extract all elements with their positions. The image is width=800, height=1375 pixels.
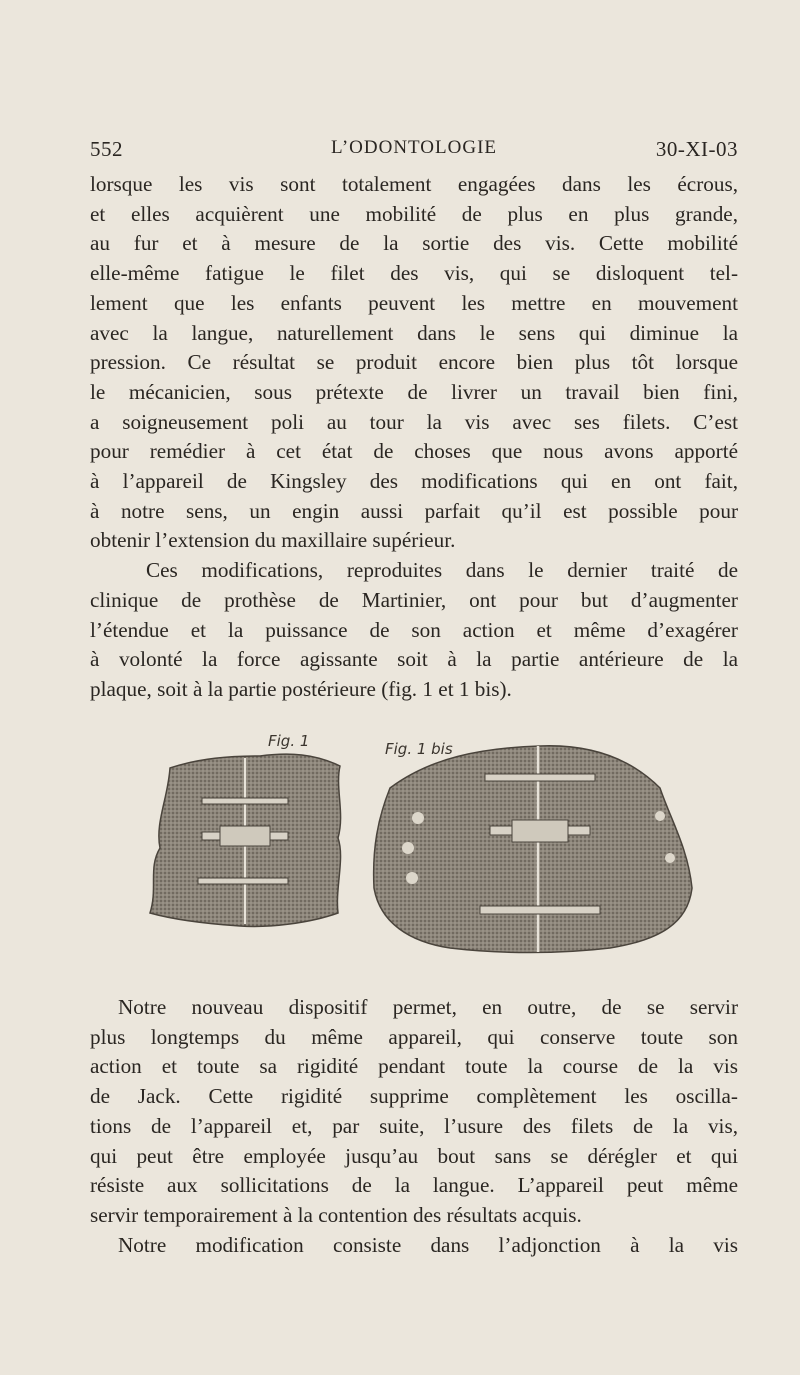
figure-illustrations	[140, 728, 700, 960]
paragraph-2	[90, 556, 738, 705]
paragraph-1	[90, 170, 738, 556]
fig1-label: Fig. 1	[268, 732, 310, 750]
fig1-drawing	[150, 754, 341, 926]
text-line: Notre modification consiste dans l’adjonction à la vis	[118, 1232, 738, 1257]
text-block-bottom	[90, 993, 738, 1260]
text-line: l’étendue et la puissance de son action et même d’exagérer	[90, 617, 738, 642]
text-line: qui peut être employée jusqu’au bout sans se dérégler et qui	[90, 1143, 738, 1168]
text-line: obtenir l’extension du maxillaire supérieur.	[90, 528, 456, 553]
fig1bis-label: Fig. 1 bis	[385, 740, 453, 758]
text-line: Ces modifications, reproduites dans le dernier traité de	[146, 558, 738, 583]
text-line: à volonté la force agissante soit à la partie antérieure de la	[90, 647, 738, 672]
running-header	[90, 137, 738, 167]
text-line: servir temporairement à la contention des résultats acquis.	[90, 1202, 582, 1227]
text-line: clinique de prothèse de Martinier, ont pour but d’augmenter	[90, 587, 738, 612]
text-line: pour remédier à cet état de choses que nous avons apporté	[90, 439, 738, 464]
text-line: de Jack. Cette rigidité supprime complètement les oscilla-	[90, 1084, 738, 1109]
text-line: résiste aux sollicitations de la langue. L’appareil peut même	[90, 1173, 738, 1198]
text-line: pression. Ce résultat se produit encore bien plus tôt lorsque	[90, 350, 738, 375]
text-line: elle-même fatigue le filet des vis, qui se disloquent tel-	[90, 261, 738, 286]
text-line: à l’appareil de Kingsley des modifications qui en ont fait,	[90, 469, 738, 494]
text-line: à notre sens, un engin aussi parfait qu’il est possible pour	[90, 498, 738, 523]
text-line: le mécanicien, sous prétexte de livrer un travail bien fini,	[90, 379, 738, 404]
text-block-top	[90, 170, 738, 705]
text-line: tions de l’appareil et, par suite, l’usure des filets de la vis,	[90, 1113, 738, 1138]
page-number: 552	[90, 137, 123, 161]
text-line: action et toute sa rigidité pendant toute la course de la vis	[90, 1054, 738, 1079]
fig1bis-drawing	[374, 746, 692, 953]
text-line: plus longtemps du même appareil, qui conserve toute son	[90, 1024, 738, 1049]
text-line: lorsque les vis sont totalement engagées dans les écrous,	[90, 172, 738, 196]
text-line: et elles acquièrent une mobilité de plus en plus grande,	[90, 201, 738, 226]
issue-date: 30-XI-03	[655, 137, 738, 161]
paragraph-3	[90, 993, 738, 1231]
text-line: a soigneusement poli au tour la vis avec ses filets. C’est	[90, 409, 738, 434]
paragraph-4	[90, 1231, 738, 1261]
text-line: lement que les enfants peuvent les mettre en mouvement	[90, 290, 738, 315]
journal-title: L’ODONTOLOGIE	[330, 137, 498, 158]
text-line: avec la langue, naturellement dans le sens qui diminue la	[90, 320, 738, 345]
text-line: au fur et à mesure de la sortie des vis. Cette mobilité	[90, 231, 738, 256]
text-line: plaque, soit à la partie postérieure (fig. 1 et 1 bis).	[90, 676, 512, 701]
appliance-drawings	[140, 728, 700, 960]
text-line: Notre nouveau dispositif permet, en outre, de se servir	[118, 995, 738, 1019]
